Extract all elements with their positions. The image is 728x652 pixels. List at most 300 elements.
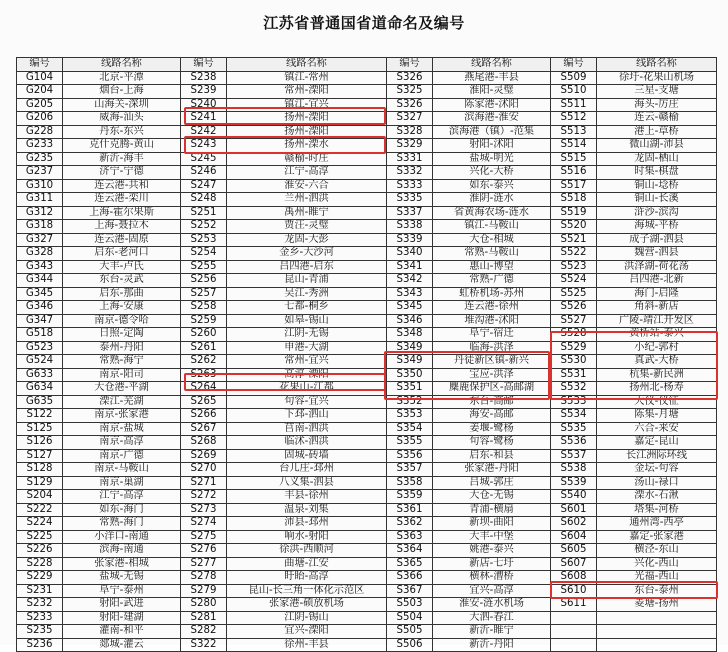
route-name-cell: 汤山-禄口 xyxy=(597,476,717,490)
table-row xyxy=(17,125,717,139)
route-name-cell: 丹东-东兴 xyxy=(63,125,181,139)
header-cell: 线路名称 xyxy=(597,58,717,72)
road-code-cell: S516 xyxy=(551,166,597,180)
road-code-cell: S240 xyxy=(181,98,227,112)
route-name-cell: 吕四港-启东 xyxy=(227,260,387,274)
road-code-cell: S538 xyxy=(551,463,597,477)
road-code-cell: S511 xyxy=(551,98,597,112)
route-name-cell: 溧水-石湫 xyxy=(597,490,717,504)
road-code-cell: S506 xyxy=(387,638,433,652)
route-name-cell: 滨海港（镇）-范集 xyxy=(433,125,551,139)
road-code-cell: S518 xyxy=(551,193,597,207)
route-name-cell: 济宁-宁德 xyxy=(63,166,181,180)
table-row xyxy=(17,301,717,315)
route-name-cell: 贾汪-灵璧 xyxy=(227,220,387,234)
road-code-cell: G345 xyxy=(17,287,63,301)
route-name-cell: 东台-泰州 xyxy=(597,584,717,598)
route-name-cell: 淮阳-灵璧 xyxy=(433,85,551,99)
route-name-cell: 大仓-无锡 xyxy=(433,490,551,504)
road-code-cell: S337 xyxy=(387,206,433,220)
table-row xyxy=(17,490,717,504)
route-name-cell: 南京-广德 xyxy=(63,449,181,463)
road-code-cell: S258 xyxy=(181,301,227,315)
road-code-cell: S353 xyxy=(387,409,433,423)
road-code-cell: G327 xyxy=(17,233,63,247)
route-name-cell: 常熟-广德 xyxy=(433,274,551,288)
route-name-cell: 临沭-泗洪 xyxy=(227,436,387,450)
road-code-cell: S531 xyxy=(551,368,597,382)
road-code-cell: S326 xyxy=(387,71,433,85)
route-name-cell: 如东-泰兴 xyxy=(433,179,551,193)
route-name-cell: 宜兴-高淳 xyxy=(433,584,551,598)
route-name-cell: 海门-启隆 xyxy=(597,287,717,301)
route-name-cell: 广陵-靖江开发区 xyxy=(597,314,717,328)
route-name-cell: 南京-张家港 xyxy=(63,409,181,423)
road-code-cell: G634 xyxy=(17,382,63,396)
route-name-cell: 南京-阳司 xyxy=(63,368,181,382)
route-name-cell: 威海-汕头 xyxy=(63,112,181,126)
route-name-cell: 昆山-长三角一体化示范区 xyxy=(227,584,387,598)
road-code-cell: S363 xyxy=(387,530,433,544)
table-row xyxy=(17,503,717,517)
route-name-cell: 常熟-马鞍山 xyxy=(433,247,551,261)
road-code-cell: S352 xyxy=(387,395,433,409)
route-name-cell: 申港-大湖 xyxy=(227,341,387,355)
road-code-cell: S280 xyxy=(181,598,227,612)
road-code-cell: S126 xyxy=(17,436,63,450)
route-name-cell: 滨海港-淮安 xyxy=(433,112,551,126)
table-row xyxy=(17,85,717,99)
route-name-cell: 港上-草桥 xyxy=(597,125,717,139)
road-code-cell: S333 xyxy=(387,179,433,193)
route-name-cell: 长江洲际环线 xyxy=(597,449,717,463)
road-code-cell: S607 xyxy=(551,557,597,571)
road-code-cell: S122 xyxy=(17,409,63,423)
road-code-cell: S367 xyxy=(387,584,433,598)
table-body xyxy=(17,71,717,652)
table-row xyxy=(17,598,717,612)
route-name-cell: 盐城-明光 xyxy=(433,152,551,166)
road-code-cell: S204 xyxy=(17,490,63,504)
road-code-cell: S255 xyxy=(181,260,227,274)
road-code-cell: S243 xyxy=(181,139,227,153)
route-name-cell: 淮安-涟水机场 xyxy=(433,598,551,612)
road-code-cell: S236 xyxy=(17,638,63,652)
route-name-cell: 六合-来安 xyxy=(597,422,717,436)
route-name-cell: 临海-洪泽 xyxy=(433,341,551,355)
route-name-cell: 大仓港-平湖 xyxy=(63,382,181,396)
road-code-cell: S256 xyxy=(181,274,227,288)
route-name-cell: 张家港-硕放机场 xyxy=(227,598,387,612)
route-name-cell: 上海-霍尔果斯 xyxy=(63,206,181,220)
route-name-cell: 上海-聂拉木 xyxy=(63,220,181,234)
route-name-cell: 启东-和县 xyxy=(433,449,551,463)
road-code-cell: S235 xyxy=(17,625,63,639)
road-code-cell: S517 xyxy=(551,179,597,193)
road-code-cell: S266 xyxy=(181,409,227,423)
road-code-cell: S348 xyxy=(387,328,433,342)
route-name-cell: 盐城-无锡 xyxy=(63,571,181,585)
route-name-cell: 沛县-邳州 xyxy=(227,517,387,531)
road-code-cell: S267 xyxy=(181,422,227,436)
road-code-cell: G104 xyxy=(17,71,63,85)
road-code-cell: S222 xyxy=(17,503,63,517)
road-code-cell: S253 xyxy=(181,233,227,247)
route-name-cell: 嘉定-昆山 xyxy=(597,436,717,450)
route-name-cell: 常熟-海宁 xyxy=(63,355,181,369)
route-name-cell: 兴化-西山 xyxy=(597,557,717,571)
road-code-cell: S354 xyxy=(387,422,433,436)
route-name-cell: 如皋-锡山 xyxy=(227,314,387,328)
road-code-cell: S342 xyxy=(387,274,433,288)
route-name-cell: 姜堰-鹭杨 xyxy=(433,422,551,436)
road-code-cell: S257 xyxy=(181,287,227,301)
route-name-cell: 角斜-新店 xyxy=(597,301,717,315)
road-code-cell: S245 xyxy=(181,152,227,166)
road-code-cell: S228 xyxy=(17,557,63,571)
route-name-cell: 兰州-泗洪 xyxy=(227,193,387,207)
table-row xyxy=(17,139,717,153)
road-code-cell: S534 xyxy=(551,409,597,423)
header-cell: 编号 xyxy=(387,58,433,72)
road-code-cell: G204 xyxy=(17,85,63,99)
road-code-cell: G235 xyxy=(17,152,63,166)
route-name-cell: 江宁-高淳 xyxy=(227,166,387,180)
route-name-cell: 连云港-徐州 xyxy=(433,301,551,315)
road-code-cell: S611 xyxy=(551,598,597,612)
table-row xyxy=(17,584,717,598)
road-code-cell: S327 xyxy=(387,112,433,126)
route-name-cell: 射阳-沭阳 xyxy=(433,139,551,153)
route-name-cell: 魏营-泗县 xyxy=(597,247,717,261)
table-row xyxy=(17,557,717,571)
road-code-cell: S362 xyxy=(387,517,433,531)
road-code-cell: S359 xyxy=(387,490,433,504)
road-code-cell: S523 xyxy=(551,260,597,274)
route-name-cell: 微山湖-沛县 xyxy=(597,139,717,153)
road-code-cell: S509 xyxy=(551,71,597,85)
route-name-cell: 陈集-月塘 xyxy=(597,409,717,423)
header-cell: 编号 xyxy=(181,58,227,72)
table-row xyxy=(17,220,717,234)
road-code-cell: S279 xyxy=(181,584,227,598)
route-name-cell: 丰县-徐州 xyxy=(227,490,387,504)
road-code-cell: G524 xyxy=(17,355,63,369)
road-code-cell: S262 xyxy=(181,355,227,369)
road-code-cell: S340 xyxy=(387,247,433,261)
road-code-cell: S329 xyxy=(387,139,433,153)
route-name-cell: 苢南-泗洪 xyxy=(227,422,387,436)
table-row xyxy=(17,571,717,585)
table-row xyxy=(17,193,717,207)
header-cell: 线路名称 xyxy=(63,58,181,72)
table-row xyxy=(17,395,717,409)
road-code-cell: S355 xyxy=(387,436,433,450)
road-code-cell: S339 xyxy=(387,233,433,247)
road-code-cell: S539 xyxy=(551,476,597,490)
route-name-cell: 新店-七圩 xyxy=(433,557,551,571)
road-code-cell: S270 xyxy=(181,463,227,477)
table-row xyxy=(17,71,717,85)
road-code-cell: S127 xyxy=(17,449,63,463)
route-name-cell: 烟台-上海 xyxy=(63,85,181,99)
table-row xyxy=(17,544,717,558)
header-cell: 编号 xyxy=(551,58,597,72)
route-name-cell: 句容-宜兴 xyxy=(227,395,387,409)
table-row xyxy=(17,382,717,396)
road-code-cell: S254 xyxy=(181,247,227,261)
route-name-cell: 启东-那曲 xyxy=(63,287,181,301)
table-row xyxy=(17,247,717,261)
table-row xyxy=(17,463,717,477)
road-code-cell: S364 xyxy=(387,544,433,558)
road-code-cell: S343 xyxy=(387,287,433,301)
route-name-cell: 大丰-卢氏 xyxy=(63,260,181,274)
road-code-cell: S260 xyxy=(181,328,227,342)
table-row xyxy=(17,206,717,220)
route-name-cell: 省黄海农场-涟水 xyxy=(433,206,551,220)
table-row xyxy=(17,409,717,423)
road-code-cell: S532 xyxy=(551,382,597,396)
route-name-cell: 南京-高淳 xyxy=(63,436,181,450)
road-code-cell: G347 xyxy=(17,314,63,328)
header-cell: 线路名称 xyxy=(433,58,551,72)
route-name-cell: 新沂-睢宁 xyxy=(433,625,551,639)
route-name-cell: 麋鹿保护区-高邮湖 xyxy=(433,382,551,396)
road-code-cell: S125 xyxy=(17,422,63,436)
road-code-cell: S535 xyxy=(551,422,597,436)
route-name-cell: 南京-德令哈 xyxy=(63,314,181,328)
road-code-cell: S224 xyxy=(17,517,63,531)
road-code-cell: S229 xyxy=(17,571,63,585)
road-code-cell: G228 xyxy=(17,125,63,139)
road-code-cell: S331 xyxy=(387,152,433,166)
route-name-cell: 姚港-泰兴 xyxy=(433,544,551,558)
road-code-cell xyxy=(551,611,597,625)
route-name-cell: 浒沙-滨沟 xyxy=(597,206,717,220)
route-name-cell: 淮阴-涟水 xyxy=(433,193,551,207)
road-code-cell: S276 xyxy=(181,544,227,558)
route-name-cell: 三星-支塘 xyxy=(597,85,717,99)
route-name-cell: 大仪-仪征 xyxy=(597,395,717,409)
road-code-cell: S332 xyxy=(387,166,433,180)
table-row xyxy=(17,98,717,112)
road-code-cell: S361 xyxy=(387,503,433,517)
road-code-cell: S604 xyxy=(551,530,597,544)
road-code-cell: S278 xyxy=(181,571,227,585)
route-name-cell: 响水-射阳 xyxy=(227,530,387,544)
route-name-cell: 洪泽湖-荷花荡 xyxy=(597,260,717,274)
road-code-cell: S239 xyxy=(181,85,227,99)
route-name-cell: 铜山-长溪 xyxy=(597,193,717,207)
table-row xyxy=(17,355,717,369)
route-name-cell: 丹徒新区镇-新兴 xyxy=(433,355,551,369)
route-name-cell: 如东-海门 xyxy=(63,503,181,517)
road-code-cell: S341 xyxy=(387,260,433,274)
road-code-cell: S530 xyxy=(551,355,597,369)
route-name-cell: 镇江-马鞍山 xyxy=(433,220,551,234)
route-name-cell: 通州湾-西亭 xyxy=(597,517,717,531)
road-code-cell: S338 xyxy=(387,220,433,234)
road-code-cell: S533 xyxy=(551,395,597,409)
route-name-cell: 扬州北-杨寿 xyxy=(597,382,717,396)
route-name-cell: 金乡-大沙河 xyxy=(227,247,387,261)
route-name-cell: 成子湖-泗县 xyxy=(597,233,717,247)
route-name-cell: 下邳-泗山 xyxy=(227,409,387,423)
route-name-cell: 吴江-秀洲 xyxy=(227,287,387,301)
route-name-cell: 八义集-泗县 xyxy=(227,476,387,490)
road-code-cell: S521 xyxy=(551,233,597,247)
road-code-cell: S601 xyxy=(551,503,597,517)
route-name-cell: 海安-高邮 xyxy=(433,409,551,423)
table-row xyxy=(17,530,717,544)
route-name-cell: 滨海-南通 xyxy=(63,544,181,558)
road-code-cell: S349 xyxy=(387,341,433,355)
road-code-cell: S225 xyxy=(17,530,63,544)
road-code-cell: S610 xyxy=(551,584,597,598)
route-name-cell: 东台-高邮 xyxy=(433,395,551,409)
route-name-cell: 青浦-横扇 xyxy=(433,503,551,517)
route-name-cell: 徐圩-花果山机场 xyxy=(597,71,717,85)
road-code-cell: G318 xyxy=(17,220,63,234)
road-code-cell: G635 xyxy=(17,395,63,409)
route-name-cell: 金坛-句容 xyxy=(597,463,717,477)
table-row xyxy=(17,112,717,126)
route-name-cell: 横林-漕桥 xyxy=(433,571,551,585)
route-name-cell: 七都-桐乡 xyxy=(227,301,387,315)
road-code-cell: S273 xyxy=(181,503,227,517)
road-code-cell: S326 xyxy=(387,98,433,112)
route-name-cell: 新沂-丹阳 xyxy=(433,638,551,652)
route-name-cell: 铜山-埝桥 xyxy=(597,179,717,193)
route-name-cell: 扬州-溧阳 xyxy=(227,112,387,126)
road-code-cell: S504 xyxy=(387,611,433,625)
route-name-cell: 小洋口-南通 xyxy=(63,530,181,544)
road-code-cell: S246 xyxy=(181,166,227,180)
route-name-cell: 江宁-高淳 xyxy=(63,490,181,504)
road-code-cell: S602 xyxy=(551,517,597,531)
road-code-cell: S527 xyxy=(551,314,597,328)
route-name-cell: 燕尾港-丰县 xyxy=(433,71,551,85)
route-name-cell: 张家港-相城 xyxy=(63,557,181,571)
road-code-cell: G310 xyxy=(17,179,63,193)
table-row xyxy=(17,166,717,180)
route-name-cell: 固城-砖墙 xyxy=(227,449,387,463)
route-name-cell: 扬州-溧水 xyxy=(227,139,387,153)
route-name-cell: 张家港-丹阳 xyxy=(433,463,551,477)
road-code-cell: G206 xyxy=(17,112,63,126)
road-table-sheet xyxy=(16,57,716,652)
route-name-cell: 昆山-青浦 xyxy=(227,274,387,288)
route-name-cell: 镇江-宜兴 xyxy=(227,98,387,112)
road-code-cell: S268 xyxy=(181,436,227,450)
road-code-cell: S350 xyxy=(387,368,433,382)
route-name-cell: 江阴-无锡 xyxy=(227,328,387,342)
route-name-cell: 龙固-栖山 xyxy=(597,152,717,166)
road-code-cell: S356 xyxy=(387,449,433,463)
road-code-cell: S519 xyxy=(551,206,597,220)
road-code-cell: S251 xyxy=(181,206,227,220)
route-name-cell: 大丰-中堡 xyxy=(433,530,551,544)
route-name-cell: 黄桥站-泰兴 xyxy=(597,328,717,342)
road-code-cell: G237 xyxy=(17,166,63,180)
table-row xyxy=(17,287,717,301)
road-code-cell: S261 xyxy=(181,341,227,355)
route-name-cell: 连云-赣榆 xyxy=(597,112,717,126)
route-name-cell: 郯城-灌云 xyxy=(63,638,181,652)
route-name-cell: 宝应-洪泽 xyxy=(433,368,551,382)
road-code-cell: S526 xyxy=(551,301,597,315)
route-name-cell: 阜宁-宿迁 xyxy=(433,328,551,342)
road-code-cell: G233 xyxy=(17,139,63,153)
road-code-cell: S349 xyxy=(387,355,433,369)
route-name-cell: 杭集-新民洲 xyxy=(597,368,717,382)
route-name-cell xyxy=(597,611,717,625)
road-code-cell: S263 xyxy=(181,368,227,382)
route-name-cell: 高淳-溧阳 xyxy=(227,368,387,382)
road-code-cell: G518 xyxy=(17,328,63,342)
road-code-cell: S247 xyxy=(181,179,227,193)
road-code-cell: S605 xyxy=(551,544,597,558)
table-row xyxy=(17,233,717,247)
table-row xyxy=(17,449,717,463)
road-code-cell: S345 xyxy=(387,301,433,315)
route-name-cell: 南京-盐城 xyxy=(63,422,181,436)
route-name-cell: 灌南-和平 xyxy=(63,625,181,639)
route-name-cell: 新坝-曲阳 xyxy=(433,517,551,531)
road-code-cell: S241 xyxy=(181,112,227,126)
route-name-cell: 阜宁-泰州 xyxy=(63,584,181,598)
road-code-cell: S129 xyxy=(17,476,63,490)
route-name-cell: 海头-厉庄 xyxy=(597,98,717,112)
road-code-cell: S529 xyxy=(551,341,597,355)
road-code-cell: S226 xyxy=(17,544,63,558)
route-name-cell: 江阴-锡山 xyxy=(227,611,387,625)
route-name-cell: 嘉定-张家港 xyxy=(597,530,717,544)
road-code-cell: S537 xyxy=(551,449,597,463)
route-name-cell: 龙固-大彭 xyxy=(227,233,387,247)
road-code-cell: S513 xyxy=(551,125,597,139)
route-name-cell: 小纪-郭村 xyxy=(597,341,717,355)
road-code-cell: S281 xyxy=(181,611,227,625)
road-code-cell: S272 xyxy=(181,490,227,504)
route-name-cell: 连云港-固原 xyxy=(63,233,181,247)
road-code-cell: G346 xyxy=(17,301,63,315)
road-code-cell: S277 xyxy=(181,557,227,571)
table-row xyxy=(17,274,717,288)
road-code-cell: S264 xyxy=(181,382,227,396)
road-code-cell: S282 xyxy=(181,625,227,639)
document-title: 江苏省普通国省道命名及编号 xyxy=(263,14,465,32)
road-code-cell: S265 xyxy=(181,395,227,409)
road-code-cell: G328 xyxy=(17,247,63,261)
route-name-cell: 常州-溧阳 xyxy=(227,85,387,99)
road-code-cell: S242 xyxy=(181,125,227,139)
road-code-cell: S528 xyxy=(551,328,597,342)
route-name-cell: 真武-大桥 xyxy=(597,355,717,369)
route-name-cell: 淮安-六合 xyxy=(227,179,387,193)
route-name-cell: 塔集-河桥 xyxy=(597,503,717,517)
road-code-cell: G344 xyxy=(17,274,63,288)
route-name-cell: 大泗-春江 xyxy=(433,611,551,625)
road-code-cell: S275 xyxy=(181,530,227,544)
table-row xyxy=(17,152,717,166)
route-name-cell: 东台-灵武 xyxy=(63,274,181,288)
road-code-cell: S274 xyxy=(181,517,227,531)
route-name-cell: 曲塘-江安 xyxy=(227,557,387,571)
road-code-cell: S252 xyxy=(181,220,227,234)
road-code-cell: G343 xyxy=(17,260,63,274)
